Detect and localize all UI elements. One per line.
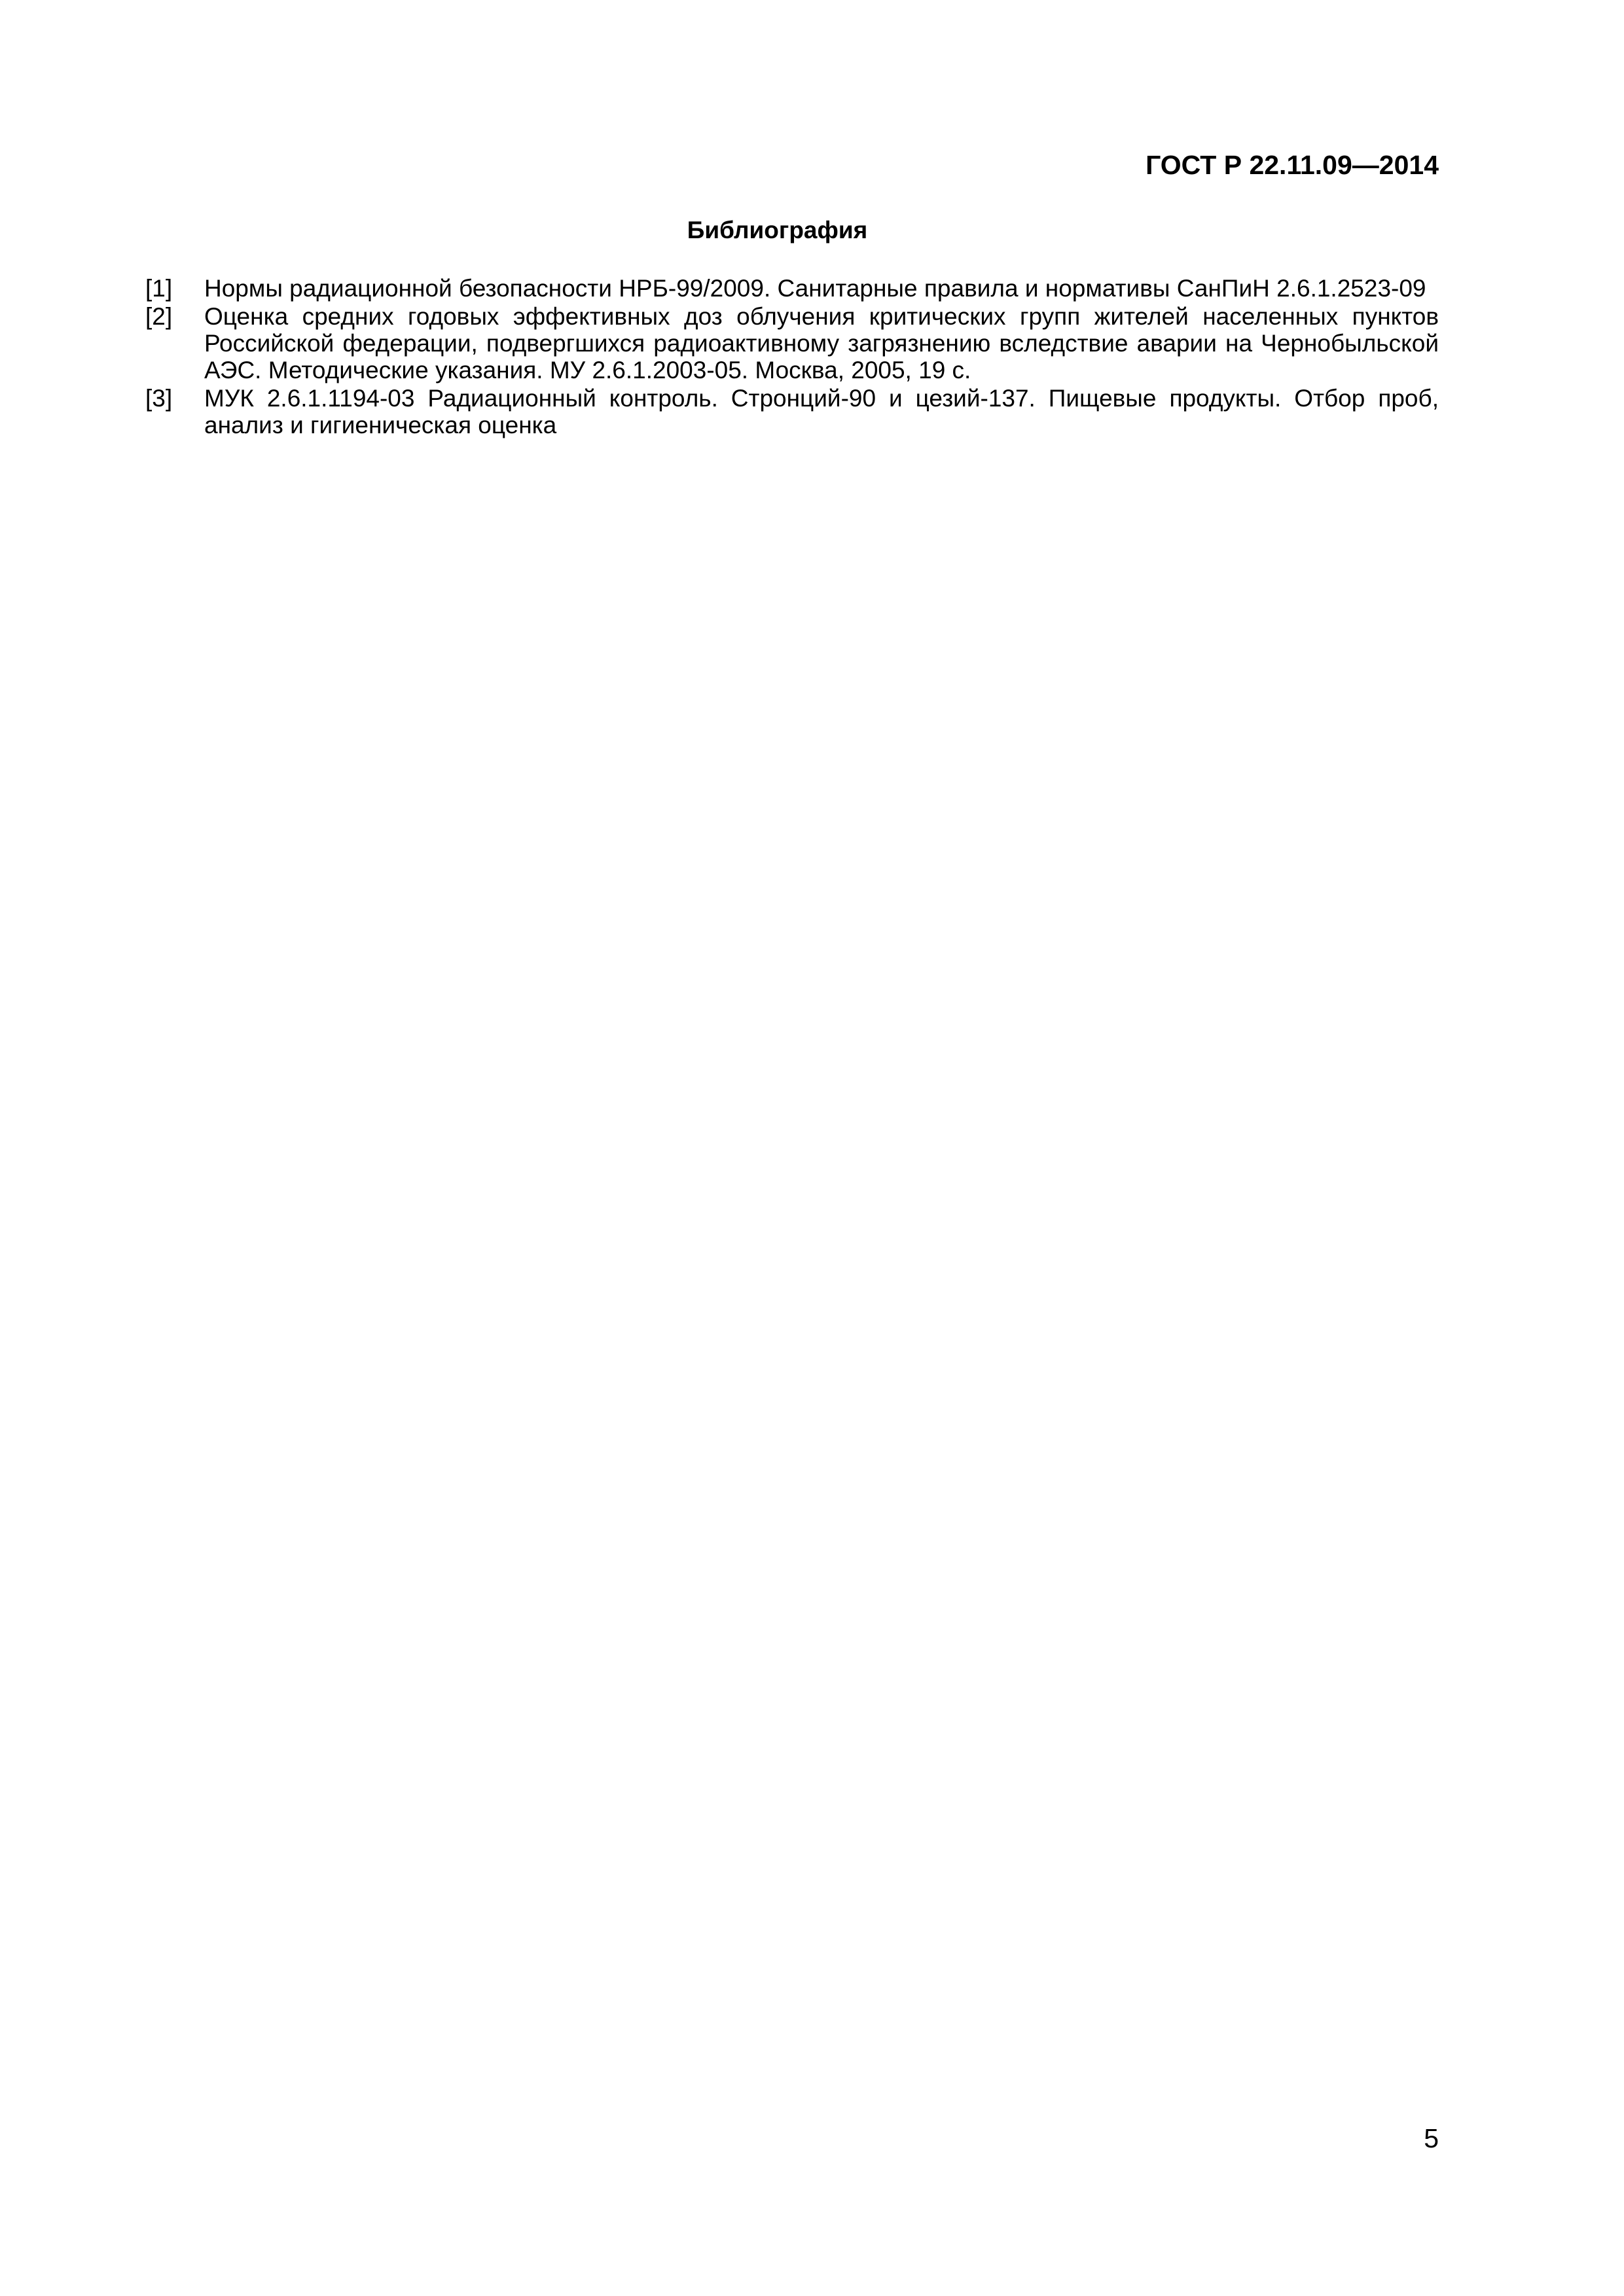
bibliography-item-1 (145, 275, 1439, 302)
bibliography-item-number: [1] (145, 275, 173, 302)
bibliography-item-number: [2] (145, 303, 173, 330)
bibliography-item-2 (145, 303, 1439, 384)
bibliography-item-3 (145, 385, 1439, 439)
bibliography-item-text: МУК 2.6.1.1194-03 Радиационный контроль. Стронций-90 и цезий-137. Пищевые продукты. Отбор проб, анализ и гигиеническая оценка (204, 385, 1439, 439)
bibliography-item-number: [3] (145, 385, 173, 412)
bibliography-item-text: Оценка средних годовых эффективных доз облучения критических групп жителей населенных пунктов Российской федерации, подвергшихся радиоактивному загрязнению вследствие аварии на Чернобыльской АЭС. Методические указания. МУ 2.6.1.2003-05. Москва, 2005, 19 с. (204, 303, 1439, 384)
bibliography-item-text: Нормы радиационной безопасности НРБ-99/2009. Санитарные правила и нормативы СанПиН 2.6.1.2523-09 (204, 275, 1426, 302)
document-code: ГОСТ Р 22.11.09—2014 (1146, 150, 1439, 180)
bibliography-title: Библиография (687, 217, 868, 243)
page-number: 5 (1424, 2123, 1439, 2153)
bibliography-list (145, 275, 1439, 440)
